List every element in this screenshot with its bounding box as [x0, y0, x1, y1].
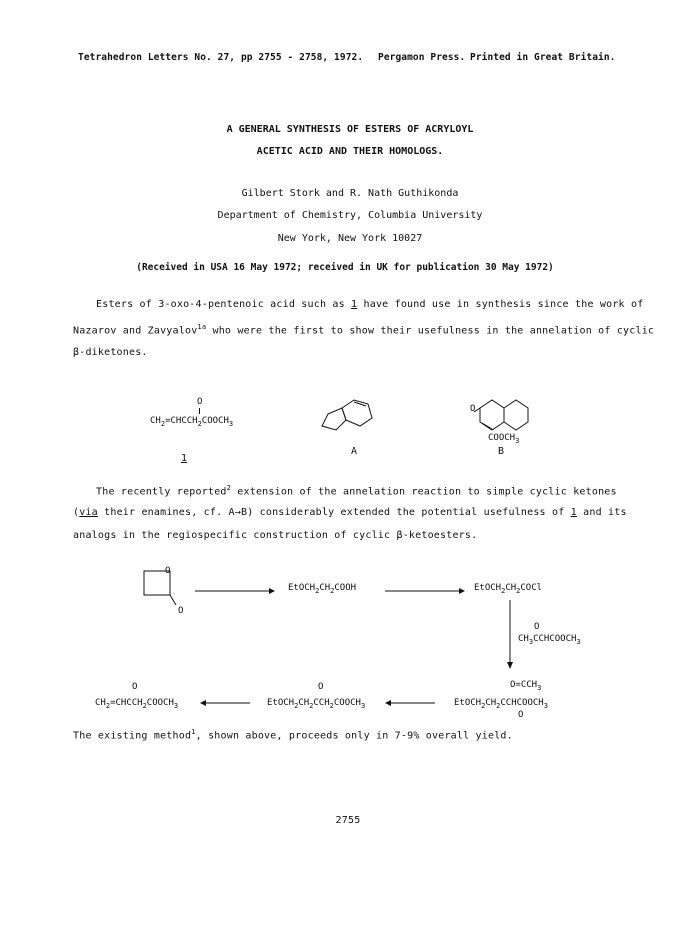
department: Department of Chemistry, Columbia University [217, 210, 483, 221]
product-vinyl-ketoester: $CH_2=CHCCH_2COOCH_3$ [95, 698, 179, 710]
ethoxypropionic-acid: $EtOCH_2CH_2COOH$ [288, 583, 357, 595]
structure-b-carbonyl-o: O [470, 404, 476, 414]
product-carbonyl-o: O [132, 682, 138, 692]
arrow-2 [385, 586, 465, 596]
lactone-carbonyl-o: O [178, 606, 184, 616]
title-line-1: A GENERAL SYNTHESIS OF ESTERS OF ACRYLOYL [226, 124, 474, 135]
arrow-4-left [385, 698, 435, 708]
acylated-intermediate: $EtOCH_2CH_2CCHCOOCH_3$ [454, 698, 548, 710]
received-dates: (Received in USA 16 May 1972; received in UK for publication 30 May 1972) [136, 262, 554, 273]
structure-1-double-bond [199, 408, 201, 414]
para3-line: The existing method$^1$, shown above, proceeds only in 7-9% overall yield. [73, 728, 513, 742]
acylated-carbonyl-o: O [518, 710, 524, 720]
acid-chloride: $EtOCH_2CH_2COCl$ [474, 583, 543, 595]
structure-1-label: 1 [181, 453, 188, 464]
para2-line3: analogs in the regiospecific construction of cyclic β-ketoesters. [73, 530, 478, 541]
title-line-2: ACETIC ACID AND THEIR HOMOLOGS. [256, 146, 444, 157]
acylated-top-group: $O=CCH_3$ [510, 680, 542, 692]
structure-b-ester: $COOCH_3$ [488, 433, 520, 445]
author-names: Gilbert Stork and R. Nath Guthikonda [241, 188, 459, 199]
ketoester: $EtOCH_2CH_2CCH_2COOCH_3$ [267, 698, 366, 710]
arrow-5-left [200, 698, 250, 708]
structure-a-label: A [351, 446, 358, 457]
reagent-acetoacetate: $CH_3CCHCOOCH_3$ [518, 634, 581, 646]
structure-1-formula: $CH_2=CHCCH_2COOCH_3$ [150, 416, 234, 428]
para2-line2: (via their enamines, cf. A→B) considerably extended the potential usefulness of 1 and its [73, 507, 627, 518]
para1-line2: Nazarov and Zavyalov$^{1a}$ who were the first to show their usefulness in the annelation of cyclic [73, 323, 655, 337]
para1-line3: β-diketones. [73, 347, 148, 358]
structure-b-label: B [498, 446, 505, 457]
structure-a-drawing [310, 390, 400, 440]
arrow-1 [195, 586, 275, 596]
lactone-ring-o: O [165, 566, 171, 576]
arrow-3-down [505, 600, 515, 670]
page-number: 2755 [335, 815, 361, 826]
ketoester-carbonyl-o: O [318, 682, 324, 692]
para1-line1: Esters of 3-oxo-4-pentenoic acid such as 1 have found use in synthesis since the work of [96, 299, 644, 310]
city: New York, New York 10027 [277, 233, 423, 244]
para2-line1: The recently reported$^2$ extension of the annelation reaction to simple cyclic ketones [96, 484, 617, 498]
printed-in: Printed in Great Britain. [470, 52, 616, 63]
journal-citation: Tetrahedron Letters No. 27, pp 2755 - 2758, 1972. [78, 52, 364, 63]
reagent-carbonyl-o: O [534, 622, 540, 632]
publisher: Pergamon Press. [378, 52, 466, 63]
structure-1-carbonyl-o: O [197, 397, 203, 407]
